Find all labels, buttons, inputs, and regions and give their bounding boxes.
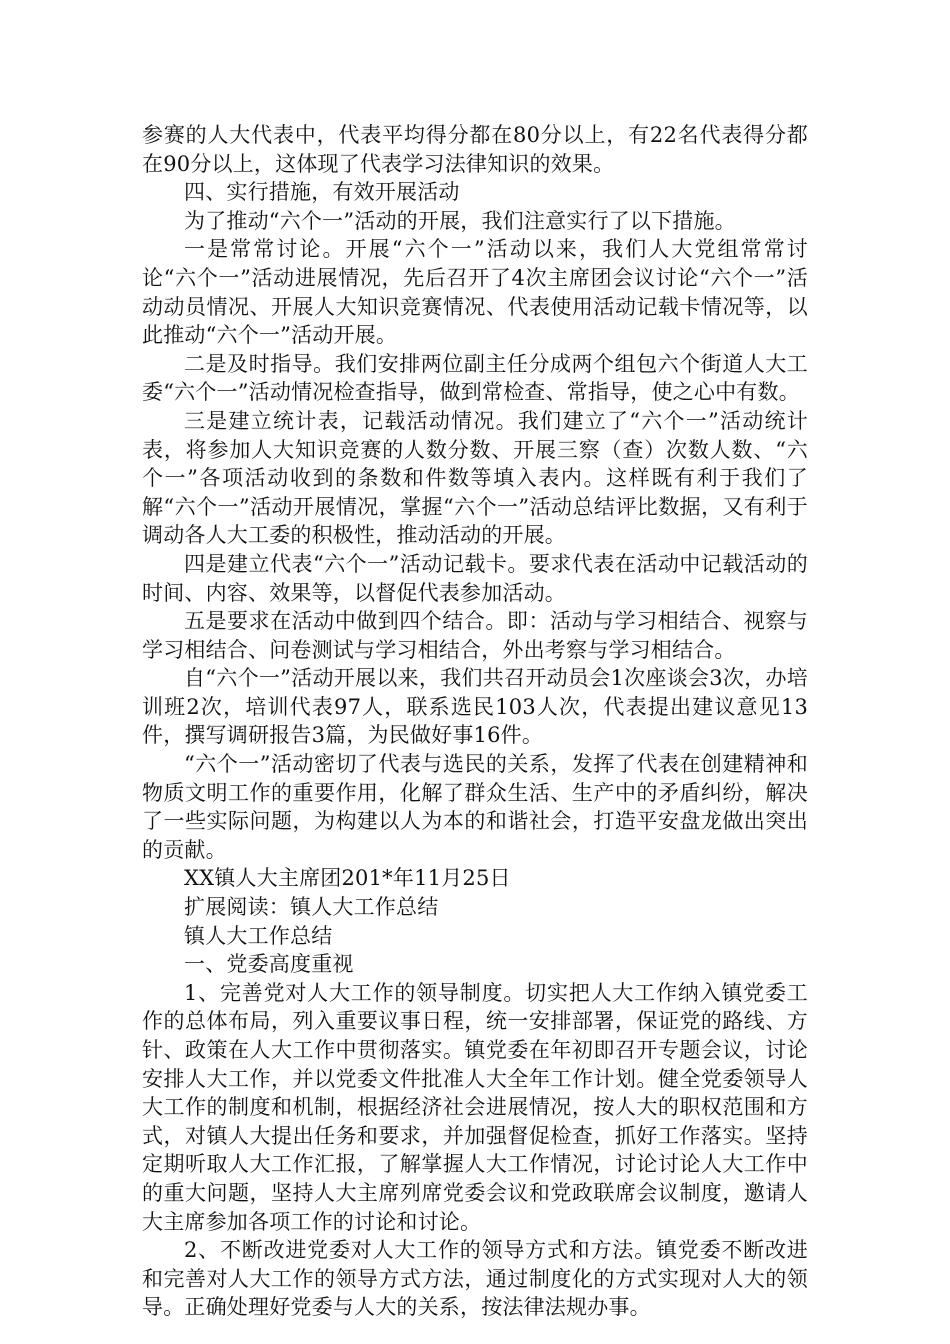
paragraph-5: 二是及时指导。我们安排两位副主任分成两个组包六个街道人大工委“六个一”活动情况检查指导，做到常检查、常指导，使之心中有数。 bbox=[142, 351, 808, 405]
section-heading-1: 一、党委高度重视 bbox=[184, 952, 354, 977]
paragraph-9: 自“六个一”活动开展以来，我们共召开动员会1次座谈会3次，办培训班2次，培训代表97人，联系选民103人次，代表提出建议意见13件，撰写调研报告3篇，为民做好事16件。 bbox=[142, 666, 808, 748]
paragraph-7: 四是建立代表“六个一”活动记载卡。要求代表在活动中记载活动的时间、内容、效果等，以督促代表参加活动。 bbox=[142, 551, 808, 605]
extended-reading-heading: 扩展阅读：镇人大工作总结 bbox=[184, 895, 439, 920]
paragraph-4: 一是常常讨论。开展“六个一”活动以来，我们人大党组常常讨论“六个一”活动进展情况，先后召开了4次主席团会议讨论“六个一”活动动员情况、开展人大知识竞赛情况、代表使用活动记载卡情况等，以此推动“六个一”活动开展。 bbox=[142, 237, 808, 348]
paragraph-3: 为了推动“六个一”活动的开展，我们注意实行了以下措施。 bbox=[184, 208, 736, 233]
paragraph-1: 参赛的人大代表中，代表平均得分都在80分以上，有22名代表得分都在90分以上，这体现了代表学习法律知识的效果。 bbox=[142, 123, 808, 176]
paragraph-12: 2、不断改进党委对人大工作的领导方式和方法。镇党委不断改进和完善对人大工作的领导方式方法，通过制度化的方式实现对人大的领导。正确处理好党委与人大的关系，按法律法规办事。 bbox=[142, 1238, 808, 1320]
paragraph-8: 五是要求在活动中做到四个结合。即：活动与学习相结合、视察与学习相结合、问卷测试与学习相结合，外出考察与学习相结合。 bbox=[142, 609, 808, 662]
signature-line: XX镇人大主席团201*年11月25日 bbox=[184, 866, 511, 891]
section-title: 镇人大工作总结 bbox=[184, 923, 333, 948]
paragraph-2: 四、实行措施，有效开展活动 bbox=[184, 180, 460, 205]
paragraph-10: “六个一”活动密切了代表与选民的关系，发挥了代表在创建精神和物质文明工作的重要作用，化解了群众生活、生产中的矛盾纠纷，解决了一些实际问题，为构建以人为本的和谐社会，打造平安盘龙做出突出的贡献。 bbox=[142, 752, 808, 862]
paragraph-11: 1、完善党对人大工作的领导制度。切实把人大工作纳入镇党委工作的总体布局，列入重要议事日程，统一安排部署，保证党的路线、方针、政策在人大工作中贯彻落实。镇党委在年初即召开专题会议，讨论安排人大工作，并以党委文件批准人大全年工作计划。健全党委领导人大工作的制度和机制，根据经济社会进展情况，按人大的职权范围和方式，对镇人大提出任务和要求，并加强督促检查，抓好工作落实。坚持定期听取人大工作汇报，了解掌握人大工作情况，讨论讨论人大工作中的重大问题，坚持人大主席列席党委会议和党政联席会议制度，邀请人大主席参加各项工作的讨论和讨论。 bbox=[142, 980, 808, 1234]
paragraph-6: 三是建立统计表，记载活动情况。我们建立了“六个一”活动统计表，将参加人大知识竞赛的人数分数、开展三察（查）次数人数、“六个一”各项活动收到的条数和件数等填入表内。这样既有利于我们了解“六个一”活动开展情况，掌握“六个一”活动总结评比数据，又有利于调动各人大工委的积极性，推动活动的开展。 bbox=[142, 408, 808, 548]
document-body bbox=[142, 121, 808, 1322]
